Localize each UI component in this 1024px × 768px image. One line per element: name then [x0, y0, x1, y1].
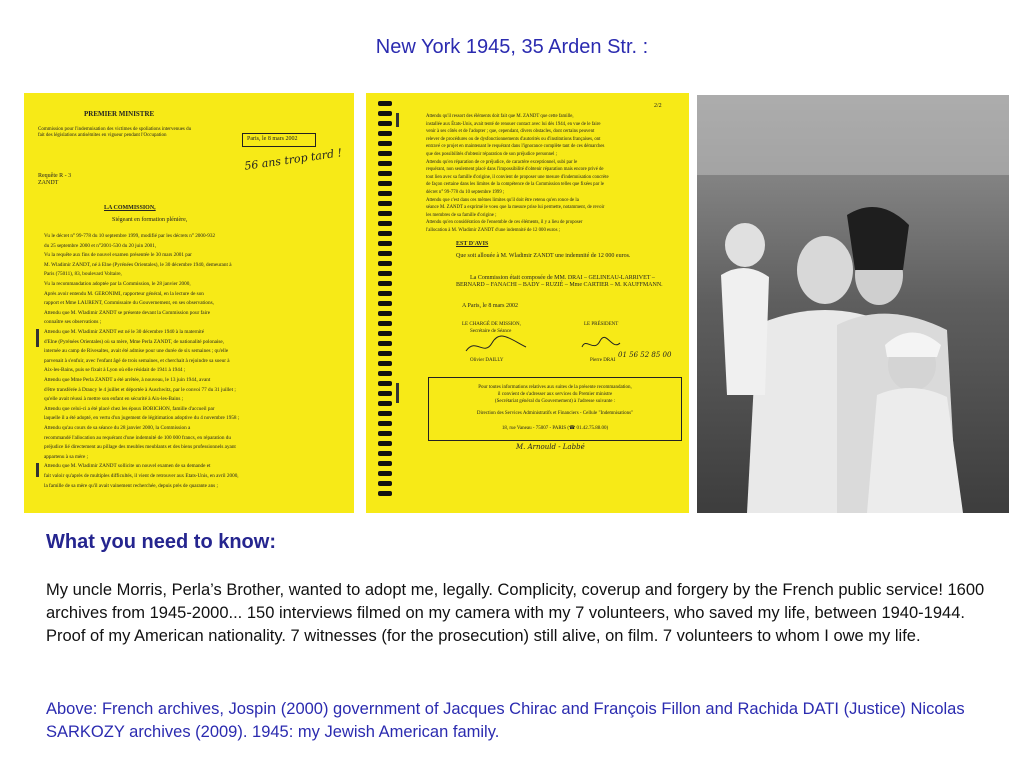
doc2-page-number: 2/2: [654, 103, 662, 109]
doc1-line: qu'elle avait réussi à mettre son enfant en sécurité à Aix-les-Bains ;: [44, 396, 184, 403]
doc2-line: décret n° 99-778 du 10 septembre 1999 ;: [426, 190, 505, 195]
spiral-coil: [378, 361, 392, 366]
doc1-line: Paris (75011), 83, boulevard Voltaire,: [44, 271, 122, 278]
doc2-box-line: Direction des Services Administratifs et Financiers - Cellule "Indemnisations": [476, 411, 634, 416]
spiral-coil: [378, 161, 392, 166]
doc1-seance: Siégeant en formation plénière,: [112, 217, 188, 223]
doc1-section-title: LA COMMISSION,: [104, 205, 156, 211]
spiral-coil: [378, 281, 392, 286]
spiral-coil: [378, 321, 392, 326]
spiral-coil: [378, 231, 392, 236]
doc1-line: Vu la recommandation adoptée par la Commission, le 28 janvier 2000,: [44, 281, 191, 287]
doc1-handwritten-note: 56 ans trop tard !: [243, 146, 343, 173]
spiral-coil: [378, 181, 392, 186]
doc1-line: préjudice lié directement au pillage des meubles meublants et des biens professionnels ayant: [44, 444, 236, 451]
doc2-box-line: Pour toutes informations relatives aux suites de la présente recommandation,: [478, 385, 632, 390]
doc2-margin-mark: [396, 383, 399, 403]
doc1-line: d'Elne (Pyrénées Orientales) où sa mère, Mme Perla ZANDT, de nationalité polonaise,: [44, 338, 225, 345]
doc2-line: que des possibilités d'obtenir réparation de son préjudice personnel ;: [426, 152, 558, 157]
doc2-sign-date: A Paris, le 8 mars 2002: [462, 303, 518, 309]
spiral-coil: [378, 461, 392, 466]
spiral-coil: [378, 101, 392, 106]
doc1-line: Attendu que celui-ci a été placé chez les époux BOBICHON, famille d'accueil par: [44, 405, 215, 412]
doc1-margin-mark: [36, 329, 39, 347]
doc1-requete-name: ZANDT: [38, 180, 59, 186]
spiral-coil: [378, 381, 392, 386]
spiral-coil: [378, 241, 392, 246]
doc1-date-text: Paris, le 8 mars 2002: [247, 136, 298, 142]
doc1-date-box: [242, 133, 316, 147]
spiral-coil: [378, 271, 392, 276]
spiral-coil: [378, 121, 392, 126]
doc2-line: entravé ce projet en maintenant le requérant dans l'ignorance complète tant de ces démarches: [426, 144, 605, 150]
spiral-coil: [378, 221, 392, 226]
spiral-coil: [378, 411, 392, 416]
spiral-coil: [378, 391, 392, 396]
doc2-line: l'allocation à M. Wladimir ZANDT d'une indemnité de 12 000 euros ;: [426, 228, 560, 233]
doc2-avis-title: EST D'AVIS: [456, 241, 489, 247]
spiral-coil: [378, 431, 392, 436]
doc2-avis-line: Que soit allouée à M. Wladimir ZANDT une indemnité de 12 000 euros.: [456, 253, 631, 259]
doc2-line: Attendu qu'il ressort des éléments doit fait que M. ZANDT que cette famille,: [426, 114, 574, 119]
doc1-line: Attendu que M. Wladimir ZANDT se présente devant la Commission pour faire: [44, 309, 211, 316]
doc1-line: laquelle il a été adopté, en vertu d'un jugement de légitimation adoptive du 4 novembre 1958 ;: [44, 415, 240, 422]
doc2-line: Attendu que c'est dans ces mêmes limites qu'il doit être retenu qu'en ronce de la: [426, 197, 579, 203]
doc2-margin-mark: [396, 113, 399, 127]
spiral-coil: [378, 421, 392, 426]
doc1-line: internée au camp de Rivesaltes, avait été admise pour une durée de six semaines ; qu'elle: [44, 348, 229, 355]
doc2-president-title: LE PRÉSIDENT: [584, 322, 619, 327]
spiral-coil: [378, 311, 392, 316]
spiral-coil: [378, 201, 392, 206]
image-caption: Above: French archives, Jospin (2000) government of Jacques Chirac and François Fillon and Rachida DATI (Justice) Nicolas SARKOZY archives (2009). 1945: my Jewish American family.: [46, 700, 965, 741]
doc1-line: Vu la requête aux fins de nouvel examen présentée le 30 mars 2001 par: [44, 252, 192, 259]
page-title: New York 1945, 35 Arden Str. :: [375, 36, 649, 58]
doc1-line: fait valoir qu'après de multiples difficultés, il vient de retrouver aux Etats-Unis, en avril 2000,: [44, 473, 239, 479]
spiral-coil: [378, 151, 392, 156]
doc1-line: rapport et Mme LAURENT, Commissaire du Gouvernement, en ses observations,: [44, 300, 214, 307]
doc1-line: parvenait à s'enfuir, avec l'enfant âgé de trois semaines, et cherchait à rejoindre sa soeur à: [44, 357, 230, 364]
doc2-line: tout lien avec sa famille d'origine, il convient de proposer une mesure d'indemnisation concrète: [426, 174, 609, 180]
doc2-line: Attendu qu'en réparation de ce préjudice, de caractère exceptionnel, subi par le: [426, 159, 578, 165]
doc1-margin-mark: [36, 463, 39, 477]
family-photo-image: [697, 95, 1009, 513]
doc1-line: d'être transférée à Drancy le 4 juillet et déportée à Auschwitz, par le convoi 77 du 31 juillet ;: [44, 386, 236, 393]
family-photo: [697, 95, 1009, 513]
doc1-line: Attendu que M. Wladimir ZANDT est né le 30 décembre 1940 à la maternité: [44, 329, 204, 335]
doc1-line: Attendu qu'au cours de sa séance du 28 janvier 2000, la Commission a: [44, 425, 191, 431]
doc2-signature-left: [462, 333, 532, 357]
doc2-line: séance M. ZANDT a exprimé le voeu que la mesure prise lui permette, notamment, de revoir: [426, 205, 605, 211]
doc1-line: recommandé l'allocation au requérant d'une indemnité de 100 000 francs, en réparation du: [44, 434, 231, 441]
doc1-line: du 25 septembre 2000 et n°2001-530 du 20 juin 2001,: [44, 242, 157, 249]
doc1-commission: Commission pour l'indemnisation des victimes de spoliations intervenues du fait des législations antisémites en vigueur pendant l'Occupation: [38, 127, 192, 138]
section-subheading: What you need to know:: [46, 531, 276, 553]
doc1-line: Aix-les-Bains, puis se fixait à Lyon où elle résidait de 1941 à 1944 ;: [44, 367, 186, 374]
spiral-coil: [378, 211, 392, 216]
spiral-coil: [378, 331, 392, 336]
doc2-handwritten-phone: 01 56 52 85 00: [618, 351, 672, 359]
spiral-coil: [378, 131, 392, 136]
body-paragraph: My uncle Morris, Perla’s Brother, wanted to adopt me, legally. Complicity, coverup and forgery by the French public service! 1600 archives from 1945-2000... 150 interviews filmed on my camera with my 7 volunteers, who saved my life, between 1940-1944. Proof of my American nationality. 7 witnesses (for the prosecution) still alive, on film. 7 volunteers to whom I owe my life.: [46, 581, 985, 645]
spiral-coil: [378, 111, 392, 116]
spiral-coil: [378, 191, 392, 196]
spiral-coil: [378, 481, 392, 486]
doc1-line: Attendu que M. Wladimir ZANDT sollicite un nouvel examen de sa demande et: [44, 463, 211, 470]
doc2-handwritten-signature: M. Arnould - Labbé: [516, 443, 585, 451]
doc1-line: Vu le décret n° 99-778 du 10 septembre 1999, modifié par les décrets n° 2000-932: [44, 233, 216, 239]
archive-document-page-2: [366, 93, 689, 513]
doc2-charge-title: LE CHARGÉ DE MISSION,: [462, 322, 521, 327]
archive-document-page-1: [24, 93, 354, 513]
spiral-coil: [378, 401, 392, 406]
spiral-coil: [378, 451, 392, 456]
spiral-coil: [378, 351, 392, 356]
doc2-signer-left: Olivier DAILLY: [470, 358, 504, 363]
spiral-coil: [378, 371, 392, 376]
spiral-binding: [378, 101, 392, 506]
doc1-line: appartenu à sa mère ;: [44, 453, 89, 460]
doc1-line: Attendu que Mme Perla ZANDT a été arrêtée, à nouveau, le 13 juin 1944, avant: [44, 377, 211, 383]
doc2-composition-1: La Commission était composée de MM. DRAI – GELINEAU-LARRIVET –: [470, 275, 655, 281]
doc2-box-line: il convient de s'adresser aux services du Premier ministre: [497, 392, 613, 397]
doc2-line: de façon certaine dans les limites de la compétence de la Commission telles que fixées par le: [426, 182, 604, 188]
spiral-coil: [378, 301, 392, 306]
doc1-header: PREMIER MINISTRE: [84, 110, 155, 118]
spiral-coil: [378, 441, 392, 446]
doc2-line: installée aux États-Unis, avait tenté de renouer contact avec lui dès 1944, en vue de le faire: [426, 121, 601, 127]
doc1-requete: Requête R - 3: [38, 173, 72, 179]
doc2-box-line: (Secrétariat général du Gouvernement) à l'adresse suivante :: [494, 399, 616, 404]
spiral-coil: [378, 291, 392, 296]
doc2-box-line: 18, rue Vaneau - 75007 - PARIS (☎ 01.42.75.88.00): [501, 426, 609, 431]
doc2-line: Attendu qu'en considération de l'ensemble de ces éléments, il y a lieu de proposer: [426, 220, 583, 226]
spiral-coil: [378, 471, 392, 476]
spiral-coil: [378, 251, 392, 256]
doc1-line: connaître ses observations ;: [44, 319, 102, 326]
spiral-coil: [378, 341, 392, 346]
doc2-signer-right: Pierre DRAI: [590, 358, 616, 363]
spiral-coil: [378, 491, 392, 496]
doc2-line: les membres de sa famille d'origine ;: [426, 212, 497, 218]
spiral-coil: [378, 141, 392, 146]
doc1-line: Après avoir entendu M. GERONIMI, rapporteur général, en la lecture de son: [44, 290, 204, 297]
spiral-coil: [378, 171, 392, 176]
doc2-line: relever de procédures ou de dysfonctionnements d'autorités ou d'institutions françaises, ont: [426, 136, 601, 142]
doc1-line: M. Wladimir ZANDT, né à Elne (Pyrénées Orientales), le 30 décembre 1940, demeurant à: [44, 261, 232, 268]
doc2-address-box: [428, 377, 682, 441]
spiral-coil: [378, 261, 392, 266]
doc2-line: requérant, non seulement placé dans l'impossibilité d'obtenir réparation mais encore privé de: [426, 167, 604, 173]
doc2-line: venir à ses côtés et de l'adopter ; que, cependant, divers obstacles, dont certains peuvent: [426, 129, 595, 135]
doc1-line: la famille de sa mère qu'il avait vainement recherchée, depuis près de quarante ans ;: [44, 482, 218, 489]
doc2-charge-sub: Secrétaire de Séance: [470, 329, 512, 334]
doc2-composition-2: BERNARD – FANACHI – BADY – RUZIÉ – Mme CARTIER – M. KAUFFMANN.: [456, 282, 663, 288]
